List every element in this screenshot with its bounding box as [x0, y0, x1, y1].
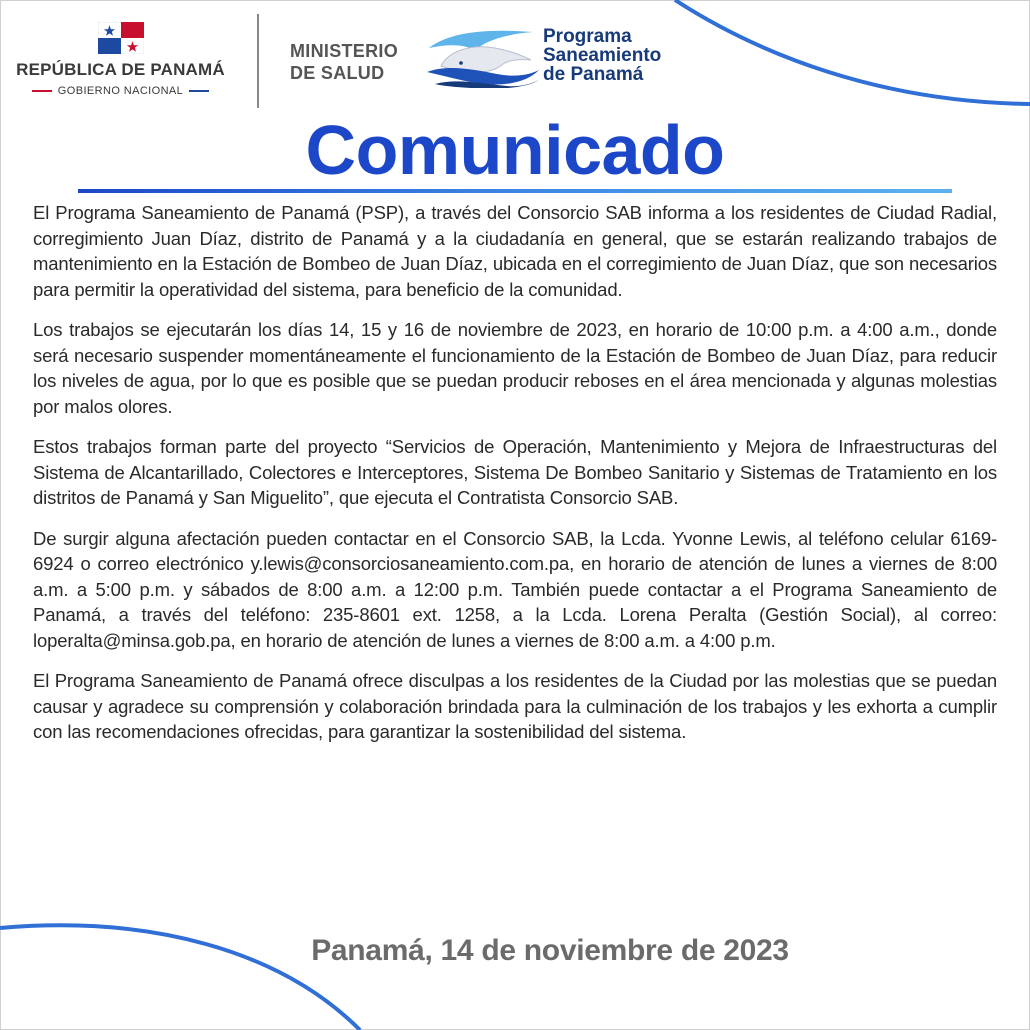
paragraph-project: Estos trabajos forman parte del proyecto “Servicios de Operación, Mantenimiento y Mejora de Infraestructuras del Sistema de Alcantarillado, Colectores e Interceptores, Sistema De Bombeo Sanitario y Sistemas de Tratamiento en los distritos de Panamá y San Miguelito”, que ejecuta el Contratista Consorcio SAB. [33, 436, 997, 508]
government-logo-block [8, 22, 233, 97]
red-dash [32, 90, 52, 92]
paragraph-intro: El Programa Saneamiento de Panamá (PSP), a través del Consorcio SAB informa a los residentes de Ciudad Radial, corregimiento Juan Díaz, distrito de Panamá y a la ciudadanía en general, que se estarán realizando trabajos de mantenimiento en la Estación de Bombeo de Juan Díaz, ubicada en el corregimiento de Juan Díaz, que son necesarios para permitir la operatividad del sistema, para beneficio de la comunidad. [33, 202, 997, 300]
dolphin-wave-logo-icon [427, 26, 539, 88]
government-subtitle: GOBIERNO NACIONAL [57, 85, 184, 97]
program-line-2: Saneamiento [543, 45, 662, 66]
paragraph-contacts: De surgir alguna afectación pueden contactar en el Consorcio SAB, la Lcda. Yvonne Lewis, al teléfono celular 6169-6924 o correo electrónico y.lewis@consorciosaneamiento.com.pa, en horario de atención de lunes a viernes de 8:00 a.m. a 5:00 p.m. y sábados de 8:00 a.m. a 12:00 p.m. También puede contactar a el Programa Saneamiento de Panamá, a través del teléfono: 235-8601 ext. 1258, a la Lcda. Lorena Peralta (Gestión Social), al correo: loperalta@minsa.gob.pa, en horario de atención de lunes a viernes de 8:00 a.m. a 4:00 p.m. [33, 527, 997, 651]
page-title: Comunicado [305, 111, 725, 189]
government-title: REPÚBLICA DE PANAMÁ [16, 60, 225, 79]
program-logo-text [543, 27, 661, 84]
program-line-3: de Panamá [543, 64, 644, 85]
ministry-line-2: DE SALUD [290, 63, 385, 83]
paragraph-apology: El Programa Saneamiento de Panamá ofrece disculpas a los residentes de la Ciudad por las molestias que se puedan causar y agradece su comprensión y colaboración brindada para la culminación de los trabajos y les exhorta a cumplir con las recomendaciones ofrecidas, para garantizar la sostenibilidad del sistema. [33, 670, 997, 742]
issue-date: Panamá, 14 de noviembre de 2023 [311, 934, 789, 967]
government-subtitle-row [8, 85, 233, 97]
program-line-1: Programa [543, 26, 632, 47]
blue-dash [189, 90, 209, 92]
communique-body [33, 200, 997, 760]
header-divider [257, 14, 259, 108]
ministry-logo-text [290, 40, 398, 84]
ministry-line-1: MINISTERIO [290, 41, 399, 61]
panama-flag-icon [98, 22, 144, 54]
title-underline [78, 189, 952, 193]
paragraph-schedule: Los trabajos se ejecutarán los días 14, 15 y 16 de noviembre de 2023, en horario de 10:00 p.m. a 4:00 a.m., donde será necesario suspender momentáneamente el funcionamiento de la Estación de Bombeo de Juan Díaz, para reducir los niveles de agua, por lo que es posible que se puedan producir reboses en el área mencionada y algunas molestias por malos olores. [33, 319, 997, 417]
